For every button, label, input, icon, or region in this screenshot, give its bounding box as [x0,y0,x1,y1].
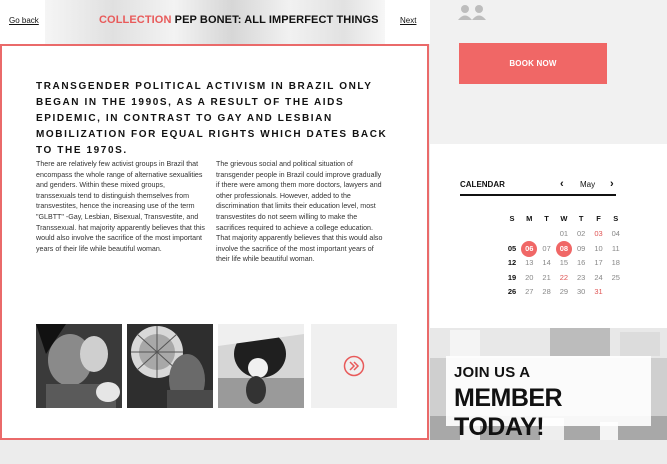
calendar-day[interactable]: 15 [559,258,569,267]
calendar-next-icon[interactable]: › [610,178,614,190]
calendar-day[interactable]: 17 [594,258,603,267]
collection-title: PEP BONET: ALL IMPERFECT THINGS [174,14,379,26]
calendar-title: CALENDAR [460,180,505,189]
calendar-day[interactable]: 07 [542,243,551,253]
book-now-button[interactable]: BOOK NOW [459,43,607,84]
calendar-day[interactable]: 18 [611,258,620,267]
calendar-day[interactable]: 24 [594,272,603,282]
calendar-weekday: S [613,214,619,223]
page-footer-strip [0,440,667,464]
calendar-day[interactable]: 25 [611,272,620,282]
gallery-photo-2[interactable] [127,324,213,408]
calendar-day[interactable]: 12 [507,258,517,267]
calendar-day[interactable]: 28 [542,287,551,296]
calendar-day[interactable]: 01 [559,229,569,238]
double-chevron-right-circle-icon [343,355,365,377]
calendar-day[interactable]: 10 [594,243,603,253]
go-back-link[interactable]: Go back [9,16,39,25]
article-column-1: There are relatively few activist groups in Brazil that encompass the whole range of alternative sexualities and genders. Within these mixed groups, transsexuals tend to distinguish themselves from transvestites, hence the increasing use of the term "GLBTT" -Gay, Lesbian, Bisexual, Transvestite, and Transsexual. hat majority apparently believes that this would also involve the sacrifice of the most important years of their life while beautiful woman. [36,160,205,253]
calendar-header [460,176,616,196]
article-headline: TRANSGENDER POLITICAL ACTIVISM IN BRAZIL ONLY BEGAN IN THE 1990S, AS A RESULT OF THE AIDS EPIDEMIC, IN CONTRAST TO GAY AND LESBIAN MOBILIZATION FOR EQUAL RIGHTS WHICH DATES BACK TO THE 1970S. [36,81,388,156]
calendar-weekday: S [509,214,515,223]
page-title [99,14,379,26]
calendar-day[interactable]: 22 [559,272,569,282]
gallery-photo-1[interactable] [36,324,122,408]
calendar-day[interactable]: 05 [507,243,517,253]
calendar-day[interactable]: 08 [556,241,572,257]
calendar-day[interactable]: 29 [559,287,569,296]
join-banner[interactable] [430,328,667,440]
calendar-day[interactable]: 04 [611,229,620,238]
calendar-weekday: W [560,214,568,223]
calendar-day[interactable]: 13 [525,258,534,267]
calendar-day[interactable]: 06 [521,241,537,257]
gallery-more-button[interactable] [311,324,397,408]
calendar-month: May [580,180,596,189]
top-nav [0,0,430,44]
calendar-weekday: T [544,214,549,223]
booking-panel [430,0,667,144]
calendar-day[interactable]: 02 [577,229,586,238]
calendar-day[interactable]: 16 [577,258,586,267]
join-line-1: JOIN US A [454,364,531,381]
calendar-day[interactable]: 09 [577,243,586,253]
article-card [0,44,429,440]
join-text-box [446,356,651,440]
calendar-day[interactable]: 21 [542,272,551,282]
article-column-2: The grievous social and political situation of transgender people in Brazil could improve gradually if there were among them more doctors, lawyers and other professionals. However, added to the discrimination that limits their education level, most transvestites do not seem willing to make the sacrifices required to achieve a college education. That majority apparently believes that this would also involve the sacrifice of the most important years of their life while beautiful woman. [216,160,383,264]
calendar-day[interactable]: 23 [577,272,586,282]
calendar-day[interactable]: 20 [525,272,534,282]
calendar-widget [430,144,667,328]
calendar-day[interactable]: 26 [507,287,517,296]
calendar-day[interactable]: 14 [542,258,551,267]
calendar-day[interactable]: 11 [611,243,620,253]
people-icon [458,4,488,20]
gallery-photo-3[interactable] [218,324,304,408]
calendar-weekday: F [596,214,601,223]
next-link[interactable]: Next [400,16,417,25]
calendar-weekday: M [526,214,533,223]
calendar-day[interactable]: 19 [507,272,517,282]
calendar-weekday: T [578,214,584,223]
collection-label: COLLECTION [99,14,172,26]
calendar-day[interactable]: 27 [525,287,534,296]
calendar-day[interactable]: 31 [594,287,603,296]
join-line-2: MEMBER TODAY! [454,384,563,440]
calendar-prev-icon[interactable]: ‹ [560,178,564,190]
calendar-day[interactable]: 03 [594,229,603,238]
calendar-day[interactable]: 30 [577,287,586,296]
